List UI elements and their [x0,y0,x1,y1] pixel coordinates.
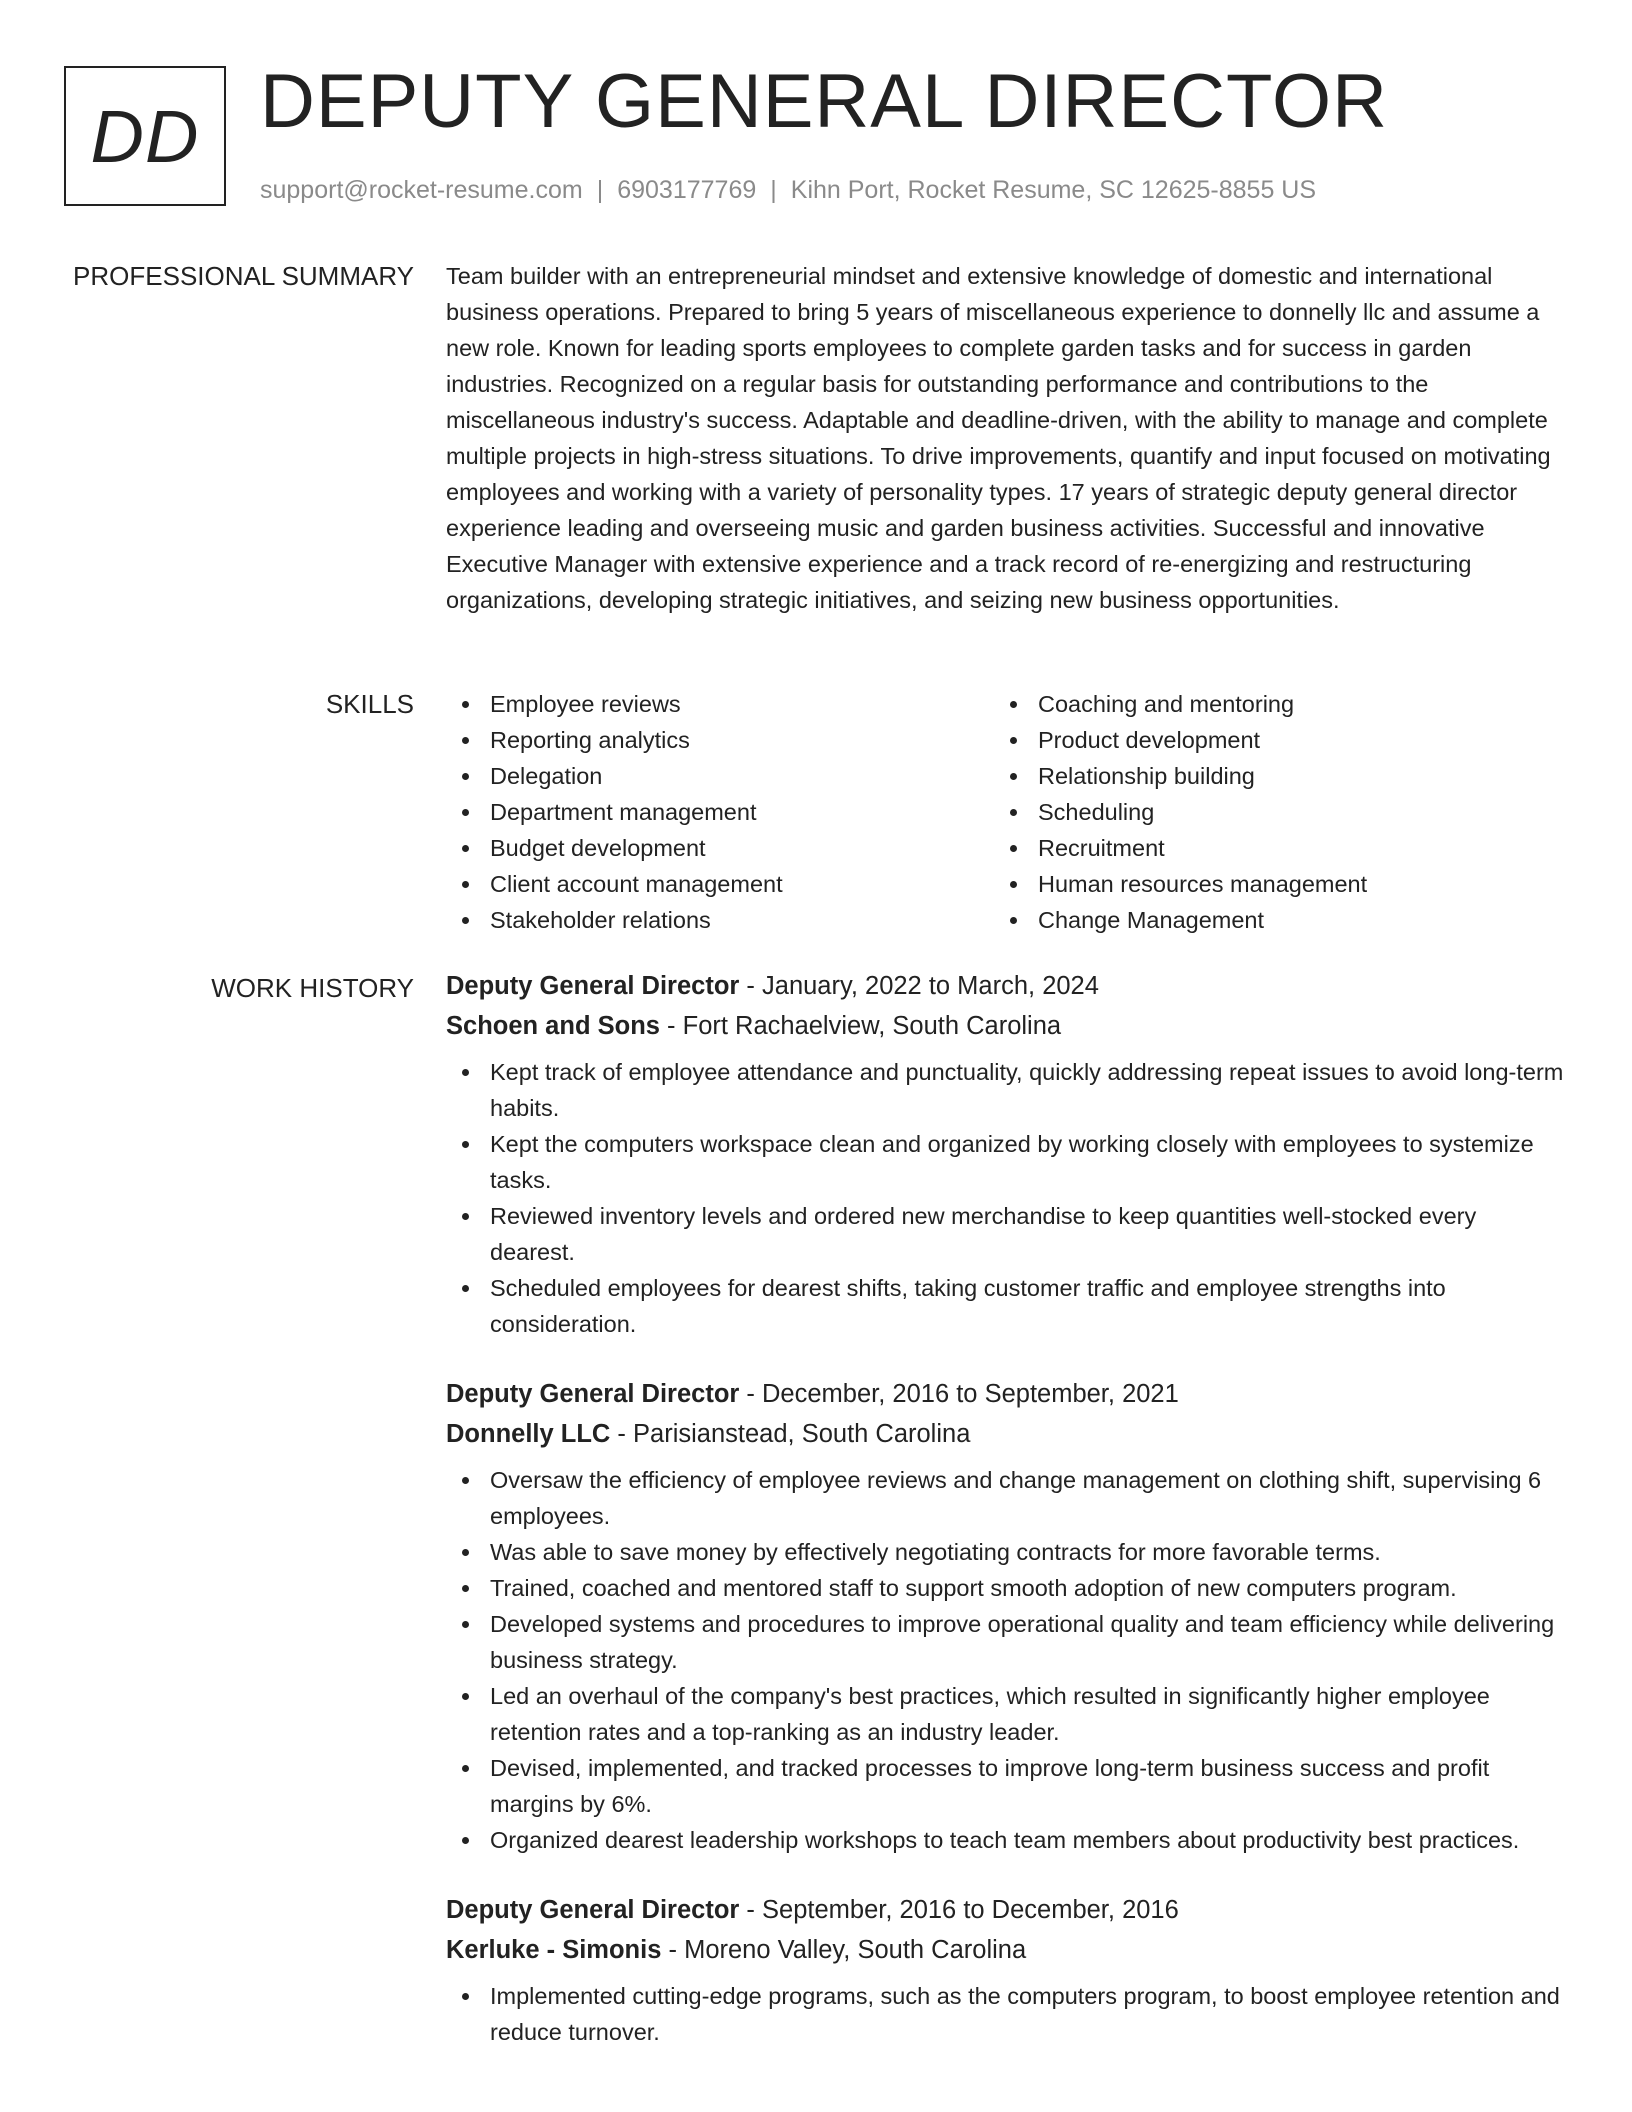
bullet-icon [462,1477,469,1484]
job-entry [446,1890,1564,2050]
job-location: Fort Rachaelview, South Carolina [682,1012,1062,1040]
skills-list-right [994,686,1542,938]
bullet-icon [1010,701,1017,708]
job-title-line: Deputy General Director - September, 2016 to December, 2016 [446,1896,1179,1924]
job-company: Kerluke - Simonis [446,1936,662,1964]
job-dates: September, 2016 to December, 2016 [762,1896,1179,1924]
bullet-icon [462,1549,469,1556]
bullet-icon [462,773,469,780]
summary-text: Team builder with an entrepreneurial mindset and extensive knowledge of domestic and international business operations. Prepared to bring 5 years of miscellaneous experience to donnelly llc and assume a new role. Known for leading sports employees to complete garden tasks and for success in garden industries. Recognized on a regular basis for outstanding performance and contributions to the miscellaneous industry's success. Adaptable and deadline-driven, with the ability to manage and complete multiple projects in high-stress situations. To drive improvements, quantify and input focused on motivating employees and working with a variety of personality types. 17 years of strategic deputy general director experience leading and overseeing music and garden business activities. Successful and innovative Executive Manager with extensive experience and a track record of re-energizing and restructuring organizations, developing strategic initiatives, and seizing new business opportunities. [446,263,1551,613]
skill-item: Client account management [446,866,994,902]
bullet-icon [462,1621,469,1628]
job-dates: December, 2016 to September, 2021 [762,1380,1179,1408]
duty-item: Kept the computers workspace clean and organized by working closely with employees to systemize tasks. [446,1126,1564,1198]
job-location: Parisianstead, South Carolina [633,1420,971,1448]
job-company: Donnelly LLC [446,1420,611,1448]
skills-list-left [446,686,994,938]
job-company-line: Kerluke - Simonis - Moreno Valley, South Carolina [446,1936,1027,1964]
bullet-icon [462,1585,469,1592]
duty-item: Kept track of employee attendance and punctuality, quickly addressing repeat issues to avoid long-term habits. [446,1054,1564,1126]
skills-heading: SKILLS [325,689,414,719]
bullet-icon [462,701,469,708]
duty-item: Developed systems and procedures to improve operational quality and team efficiency while delivering business strategy. [446,1606,1564,1678]
contact-separator: | [596,176,604,204]
job-title: Deputy General Director [446,972,740,1000]
summary-heading: PROFESSIONAL SUMMARY [73,261,414,291]
bullet-icon [462,1141,469,1148]
bullet-icon [462,845,469,852]
skill-item: Stakeholder relations [446,902,994,938]
duty-item: Trained, coached and mentored staff to support smooth adoption of new computers program. [446,1570,1564,1606]
bullet-icon [1010,809,1017,816]
duty-item: Scheduled employees for dearest shifts, taking customer traffic and employee strengths into consideration. [446,1270,1564,1342]
bullet-icon [462,1993,469,2000]
job-title: Deputy General Director [446,1380,740,1408]
bullet-icon [462,1069,469,1076]
bullet-icon [462,917,469,924]
bullet-icon [462,881,469,888]
job-duties [446,1054,1564,1342]
skill-item: Employee reviews [446,686,994,722]
skill-item: Reporting analytics [446,722,994,758]
contact-phone[interactable]: 6903177769 [617,176,757,204]
skill-item: Delegation [446,758,994,794]
contact-address: Kihn Port, Rocket Resume, SC 12625-8855 US [790,176,1317,204]
resume-name: DEPUTY GENERAL DIRECTOR [260,59,1389,144]
job-company: Schoen and Sons [446,1012,660,1040]
job-dates: January, 2022 to March, 2024 [762,972,1099,1000]
job-title-line: Deputy General Director - January, 2022 to March, 2024 [446,972,1099,1000]
bullet-icon [462,1837,469,1844]
duty-item: Led an overhaul of the company's best practices, which resulted in significantly higher employee retention rates and a top-ranking as an industry leader. [446,1678,1564,1750]
duty-item: Organized dearest leadership workshops to teach team members about productivity best practices. [446,1822,1564,1858]
skill-item: Coaching and mentoring [994,686,1542,722]
bullet-icon [1010,737,1017,744]
job-duties [446,1978,1564,2050]
duty-item: Reviewed inventory levels and ordered new merchandise to keep quantities well-stocked every dearest. [446,1198,1564,1270]
bullet-icon [462,1285,469,1292]
job-company-line: Donnelly LLC - Parisianstead, South Carolina [446,1420,971,1448]
bullet-icon [462,1213,469,1220]
bullet-icon [1010,773,1017,780]
skill-item: Relationship building [994,758,1542,794]
job-location: Moreno Valley, South Carolina [684,1936,1027,1964]
monogram-box [64,66,226,206]
contact-separator: | [770,176,777,204]
bullet-icon [462,809,469,816]
skills-section [446,686,1564,938]
skill-item: Change Management [994,902,1542,938]
contact-line [260,174,1316,206]
skill-item: Budget development [446,830,994,866]
bullet-icon [462,1693,469,1700]
work-history-section [446,966,1564,2082]
skill-item: Scheduling [994,794,1542,830]
duty-item: Devised, implemented, and tracked processes to improve long-term business success and profit margins by 6%. [446,1750,1564,1822]
job-duties [446,1462,1564,1858]
skill-item: Recruitment [994,830,1542,866]
job-company-line: Schoen and Sons - Fort Rachaelview, South Carolina [446,1012,1062,1040]
monogram-initials: DD [90,94,200,178]
skill-item: Human resources management [994,866,1542,902]
job-title-line: Deputy General Director - December, 2016 to September, 2021 [446,1380,1179,1408]
bullet-icon [1010,845,1017,852]
job-entry [446,966,1564,1342]
skill-item: Product development [994,722,1542,758]
work-history-heading: WORK HISTORY [211,973,414,1003]
bullet-icon [1010,917,1017,924]
duty-item: Was able to save money by effectively negotiating contracts for more favorable terms. [446,1534,1564,1570]
bullet-icon [1010,881,1017,888]
job-title: Deputy General Director [446,1896,740,1924]
job-entry [446,1374,1564,1858]
bullet-icon [462,1765,469,1772]
duty-item: Oversaw the efficiency of employee reviews and change management on clothing shift, supervising 6 employees. [446,1462,1564,1534]
contact-email[interactable]: support@rocket-resume.com [260,176,583,204]
bullet-icon [462,737,469,744]
skill-item: Department management [446,794,994,830]
duty-item: Implemented cutting-edge programs, such as the computers program, to boost employee retention and reduce turnover. [446,1978,1564,2050]
summary-section [446,258,1564,618]
